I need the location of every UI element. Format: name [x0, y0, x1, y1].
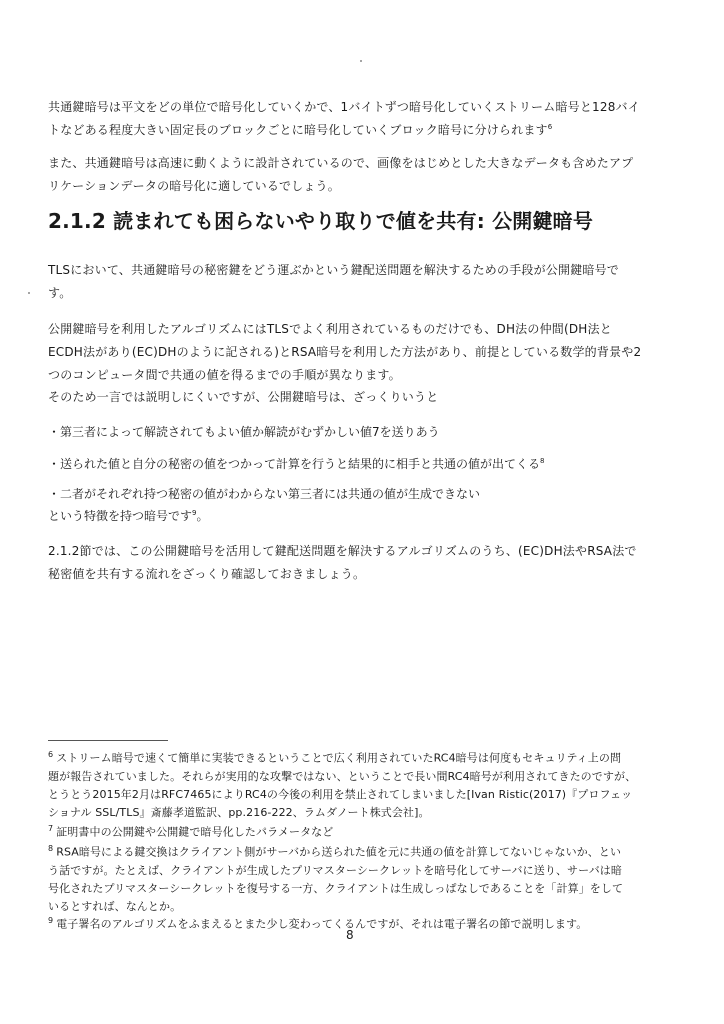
- paragraph-line: リケーションデータの暗号化に適しているでしょう。: [48, 179, 340, 193]
- bullet-item: ・二者がそれぞれ持つ秘密の値がわからない第三者には共通の値が生成できない: [48, 487, 481, 501]
- footnote-number: 6: [48, 750, 54, 759]
- footnote-line: 証明書中の公開鍵や公開鍵で暗号化したパラメータなど: [56, 825, 334, 839]
- footnote-ref[interactable]: 9: [192, 509, 197, 517]
- paragraph-line: 共通鍵暗号は平文をどの単位で暗号化していくかで、1バイトずつ暗号化していくストリーム暗号と128バイ: [48, 100, 640, 114]
- footnote-line: う話ですが。たとえば、クライアントが生成したプリマスターシークレットを暗号化してサーバに送り、サーバは暗: [48, 863, 623, 877]
- paragraph-line: TLSにおいて、共通鍵暗号の秘密鍵をどう運ぶかという鍵配送問題を解決するための手段が公開鍵暗号で: [48, 263, 619, 277]
- bullet-item: ・第三者によって解読されてもよい値か解読がむずかしい値7を送りあう: [48, 425, 440, 439]
- paragraph-line: す。: [48, 286, 72, 300]
- footnote-number: 9: [48, 916, 54, 925]
- paragraph-line: 秘密値を共有する流れをざっくり確認しておきましょう。: [48, 567, 366, 581]
- paragraph-tls-intro: [48, 259, 678, 305]
- footnote-ref[interactable]: 8: [540, 457, 545, 465]
- footnote-number: 8: [48, 844, 54, 853]
- footnote-divider: [48, 740, 168, 741]
- footnote-6: [48, 746, 678, 822]
- section-heading: 2.1.2 読まれても困らないやり取りで値を共有: 公開鍵暗号: [48, 209, 594, 233]
- paragraph-block-cipher: [48, 96, 678, 142]
- footnote-8: [48, 840, 678, 916]
- footnote-line: RSA暗号による鍵交換はクライアント側がサーバから送られた値を元に共通の値を計算してないじゃないか、とい: [56, 845, 622, 859]
- paragraph-next-steps: [48, 540, 678, 586]
- paragraph-line: つのコンピュータ間で共通の値を得るまでの手順が異なります。: [48, 368, 401, 382]
- footnote-line: とうとう2015年2月はRFC7465によりRC4の今後の利用を禁止されてしまいました[Ivan Ristic(2017)『プロフェッ: [48, 787, 633, 801]
- paragraph-line: ECDH法があり(EC)DHのように記される)とRSA暗号を利用した方法があり、前提としている数学的背景や2: [48, 345, 642, 359]
- footnote-ref[interactable]: 6: [547, 123, 553, 131]
- paragraph-line: また、共通鍵暗号は高速に動くように設計されているので、画像をはじめとした大きなデータも含めたアプ: [48, 156, 634, 170]
- footnote-line: ショナル SSL/TLS』斎藤孝道監訳、pp.216-222、ラムダノート株式会社]。: [48, 805, 430, 819]
- paragraph-summary-lead: そのため一言では説明しにくいですが、公開鍵暗号は、ざっくりいうと: [48, 390, 439, 404]
- paragraph-speed: [48, 152, 678, 198]
- footnote-number: 7: [48, 824, 54, 833]
- footnote-line: いるとすれば、なんとか。: [48, 899, 182, 913]
- footnote-7: [48, 820, 678, 842]
- page-number: 8: [346, 928, 354, 942]
- paragraph-algorithms: [48, 318, 678, 387]
- paragraph-line: トなどある程度大きい固定長のブロックごとに暗号化していくブロック暗号に分けられます: [48, 123, 548, 137]
- bullet-text: ・送られた値と自分の秘密の値をつかって計算を行うと結果的に相手と共通の値が出てくる: [48, 457, 541, 471]
- paragraph-feature: という特徴を持つ暗号です$^9$。: [48, 509, 209, 523]
- footnote-line: 題が報告されていました。それらが実用的な攻撃ではない、ということで長い間RC4暗号が利用されてきたのですが、: [48, 769, 637, 783]
- footnote-line: 号化されたプリマスターシークレットを復号する一方、クライアントは生成しっぱなしであることを「計算」をして: [48, 881, 624, 895]
- footnote-9: [48, 912, 678, 934]
- bullet-item: [48, 454, 678, 474]
- footnote-line: 電子署名のアルゴリズムをふまえるとまた少し変わってくるんですが、それは電子署名の節で説明します。: [56, 917, 588, 931]
- scan-mark: [28, 292, 30, 294]
- scan-mark: [360, 60, 362, 62]
- footnote-line: ストリーム暗号で速くて簡単に実装できるということで広く利用されていたRC4暗号は何度もセキュリティ上の問: [56, 751, 622, 765]
- paragraph-line: 2.1.2節では、この公開鍵暗号を活用して鍵配送問題を解決するアルゴリズムのうち、(EC)DH法やRSA法で: [48, 544, 637, 558]
- paragraph-line: 公開鍵暗号を利用したアルゴリズムにはTLSでよく利用されているものだけでも、DH法の仲間(DH法と: [48, 322, 612, 336]
- paragraph-text: という特徴を持つ暗号です: [48, 509, 193, 523]
